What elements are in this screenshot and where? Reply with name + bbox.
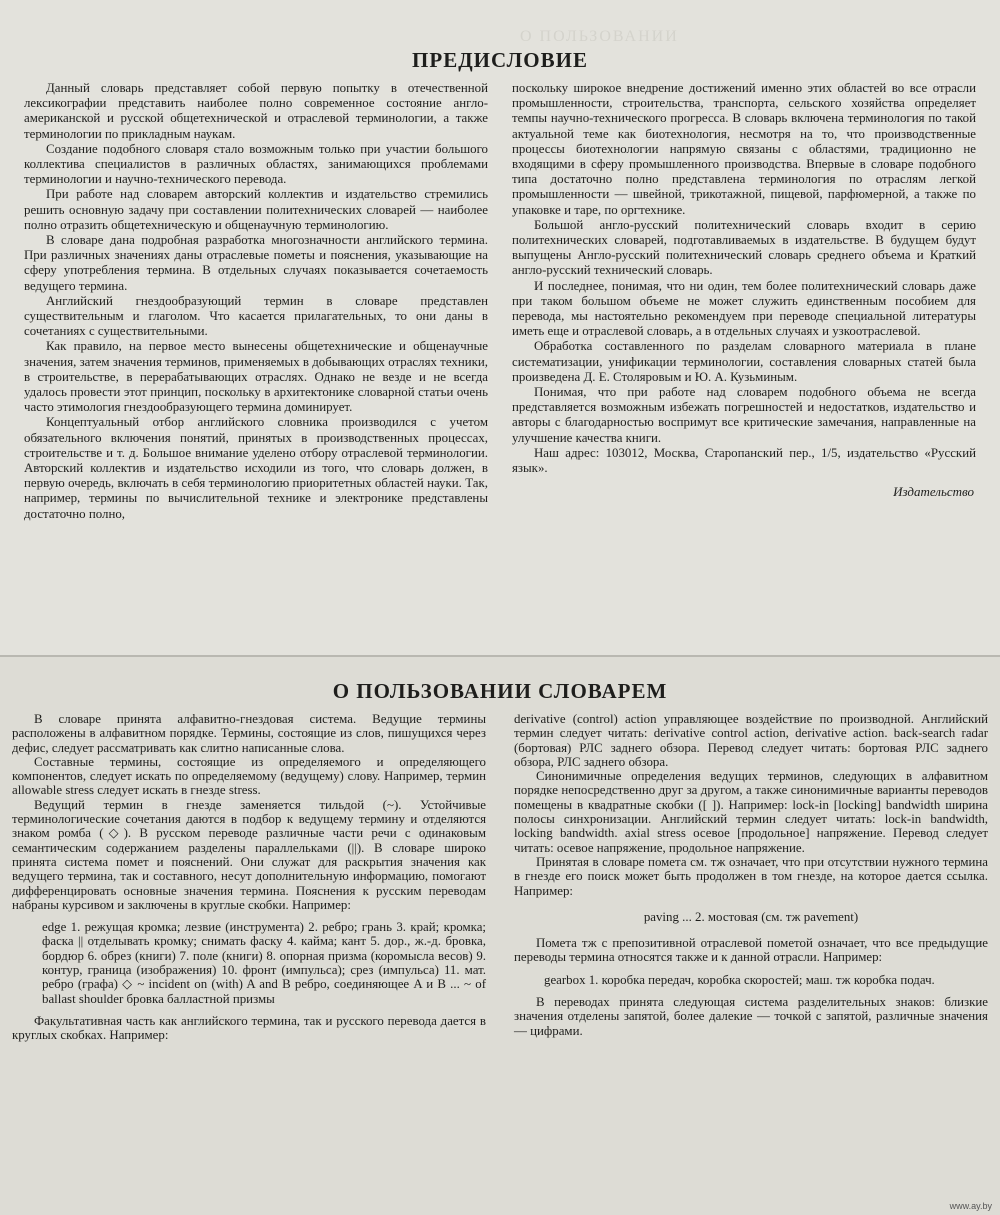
site-watermark: www.ay.by: [949, 1201, 992, 1211]
publisher-signature: Издательство: [893, 484, 974, 500]
preface-paragraph: Создание подобного словаря стало возможным только при участии большого коллектива специалистов в различных областях, занимающихся проблемами терминологии и научно-технического перевода.: [24, 141, 488, 187]
usage-guide-columns: [12, 712, 988, 1043]
preface-title: ПРЕДИСЛОВИЕ: [412, 48, 588, 72]
preface-paragraph: При работе над словарем авторский коллектив и издательство стремились решить основную задачу при составлении политехнических словарей — наиболее полно отразить общетехническую и общенаучную терминологию.: [24, 187, 488, 232]
preface-paragraph: Обработка составленного по разделам словарного материала в плане систематизации, унификации терминологии, составления словарных статей была произведена Д. Е. Столяровым и Ю. А. Кузьминым.: [512, 339, 976, 384]
preface-paragraph: Наш адрес: 103012, Москва, Старопанский пер., 1/5, издательство «Русский язык».: [512, 445, 976, 476]
preface-paragraph: Данный словарь представляет собой первую попытку в отечественной лексикографии представить наиболее полно современное состояние англо-американской и русской общетехнической и отраслевой терминологии, а также терминологии по прикладным наукам.: [24, 81, 488, 141]
preface-paragraph: В словаре дана подробная разработка многозначности английского термина. При различных значениях даны отраслевые пометы и пояснения, указывающие на сферу употребления термина. В отдельных случаях показывается сочетаемость ведущего термина.: [24, 233, 488, 293]
usage-paragraph: В переводах принята следующая система разделительных знаков: близкие значения отделены запятой, более далекие — точкой с запятой, различные значения — цифрами.: [514, 995, 988, 1038]
preface-paragraph: Английский гнездообразующий термин в словаре представлен существительным и глаголом. Что касается прилагательных, то они даны в сочетаниях с существительными.: [24, 293, 488, 339]
usage-guide-right-column: [514, 712, 988, 1043]
preface-left-column: [24, 81, 488, 522]
preface-paragraph: Большой англо-русский политехнический словарь входит в серию политехнических словарей, подготавливаемых в издательстве. В будущем будут выпущены Англо-русский политехнический словарь среднего объема и Краткий англо-русский технический словарь.: [512, 217, 976, 278]
bleed-through-text: О ПОЛЬЗОВАНИИ: [520, 28, 679, 45]
dictionary-entry-example: paving ... 2. мостовая (см. тж pavement): [643, 909, 859, 924]
preface-columns: [24, 81, 976, 522]
preface-paragraph: Как правило, на первое место вынесены общетехнические и общенаучные значения, затем значения терминов, применяемых в добывающих отраслях техники, в строительстве, в перерабатывающих отраслях. Однако не везде и не всегда удалось провести этот принцип, поскольку в архитектонике словарной статьи очень часто этимология гнездообразующего термина доминирует.: [24, 339, 488, 415]
usage-paragraph: derivative (control) action управляющее воздействие по производной. Английский термин следует читать: derivative control action, derivative action. back-search radar (бортовая) РЛС заднего обзора. Перевод следует читать: бортовая РЛС заднего обзора, РЛС заднего обзора.: [514, 712, 988, 769]
usage-paragraph: Ведущий термин в гнезде заменяется тильдой (~). Устойчивые терминологические сочетания даются в подбор к ведущему термину и отделяются знаком ромба (◇). В русском переводе различные части речи с одинаковым семантическим содержанием разделены параллельками (||). В словаре широко принята система помет и пояснений. Они служат для раскрытия значения как ведущего термина, так и составного, несут дополнительную информацию, помогают дифференцировать основные значения термина. Пояснения к русским переводам набраны курсивом и заключены в круглые скобки. Например:: [12, 797, 486, 912]
usage-guide-page: [0, 655, 1000, 1215]
usage-guide-left-column: [12, 712, 486, 1043]
preface-paragraph: поскольку широкое внедрение достижений именно этих областей во все отрасли промышленности, строительства, транспорта, сельского хозяйства определяет темпы научно-технического прогресса. В словарь включена терминология по такой актуальной теме как биотехнология, несмотря на то, что производственные процессы биотехнологии напрямую связаны с областями, традиционно не входящими в сферу промышленного производства. Впервые в словаре подобного типа достаточно полно представлена терминология по отраслям легкой промышленности — швейной, трикотажной, пищевой, парфюмерной, а также по упаковке и таре, по оргтехнике.: [512, 81, 976, 217]
preface-paragraph: И последнее, понимая, что ни один, тем более политехнический словарь даже при таком большом объеме не может служить единственным пособием для перевода, мы настоятельно рекомендуем при переводе специальной литературы иметь еще и отраслевой словарь, а в отдельных случаях и узкоотраслевой.: [512, 278, 976, 339]
usage-paragraph: Факультативная часть как английского термина, так и русского перевода дается в круглых скобках. Например:: [12, 1013, 486, 1043]
usage-paragraph: Составные термины, состоящие из определяемого и определяющего компонентов, следует искать по определяемому (ведущему) слову. Например, термин allowable stress следует искать в гнезде stress.: [12, 754, 486, 798]
dictionary-entry-example: gearbox 1. коробка передач, коробка скоростей; маш. тж коробка подач.: [544, 972, 935, 987]
usage-guide-title: О ПОЛЬЗОВАНИИ СЛОВАРЕМ: [332, 679, 668, 703]
dictionary-entry-example: edge 1. режущая кромка; лезвие (инструмента) 2. ребро; грань 3. край; кромка; фаска || отделывать кромку; снимать фаску 4. кайма; кант 5. дор., ж.-д. бровка, бордюр 6. обрез (книги) 7. поле (книги) 8. опорная призма (коромысла весов) 9. контур, граница (изображения) 10. фронт (импульса); срез (импульса) 11. мат. ребро (графа) ◇ ~ incident on (with) A and B ребро, соединяющее A и B ... ~ of ballast shoulder бровка балластной призмы: [42, 920, 486, 1006]
usage-paragraph: Синонимичные определения ведущих терминов, следующих в алфавитном порядке непосредственно друг за другом, а также синонимичные варианты переводов помещены в квадратные скобки ([ ]). Например: lock-in [locking] bandwidth ширина полосы синхронизации. Английский термин следует читать: lock-in bandwidth, locking bandwidth. axial stress осевое [продольное] напряжение. Перевод следует читать: осевое напряжение, продольное напряжение.: [514, 769, 988, 855]
preface-right-column: [512, 81, 976, 522]
usage-paragraph: Помета тж с препозитивной отраслевой пометой означает, что все предыдущие переводы термина относятся также и к данной отрасли. Например:: [514, 936, 988, 965]
preface-paragraph: Понимая, что при работе над словарем подобного объема не всегда представляется возможным избежать погрешностей и недостатков, издательство и авторы с благодарностью воспримут все критические замечания, направленные на улучшение качества книги.: [512, 385, 976, 445]
usage-paragraph: В словаре принята алфавитно-гнездовая система. Ведущие термины расположены в алфавитном порядке. Термины, состоящие из слов, пишущихся через дефис, следует рассматривать как слитно написанные слова.: [12, 712, 486, 755]
preface-paragraph: Концептуальный отбор английского словника производился с учетом обязательного включения понятий, принятых в производственных процессах, строительстве и т. д. Большое внимание уделено отбору отраслевой терминологии. Авторский коллектив и издательство исходили из того, что словарь должен, в первую очередь, включать в себя терминологию приоритетных областей науки. Так, например, термины по вычислительной технике и электронике представлены достаточно полно,: [24, 415, 488, 521]
usage-paragraph: Принятая в словаре помета см. тж означает, что при отсутствии нужного термина в гнезде его поиск может быть продолжен в том гнезде, на которое дается ссылка. Например:: [514, 854, 988, 898]
